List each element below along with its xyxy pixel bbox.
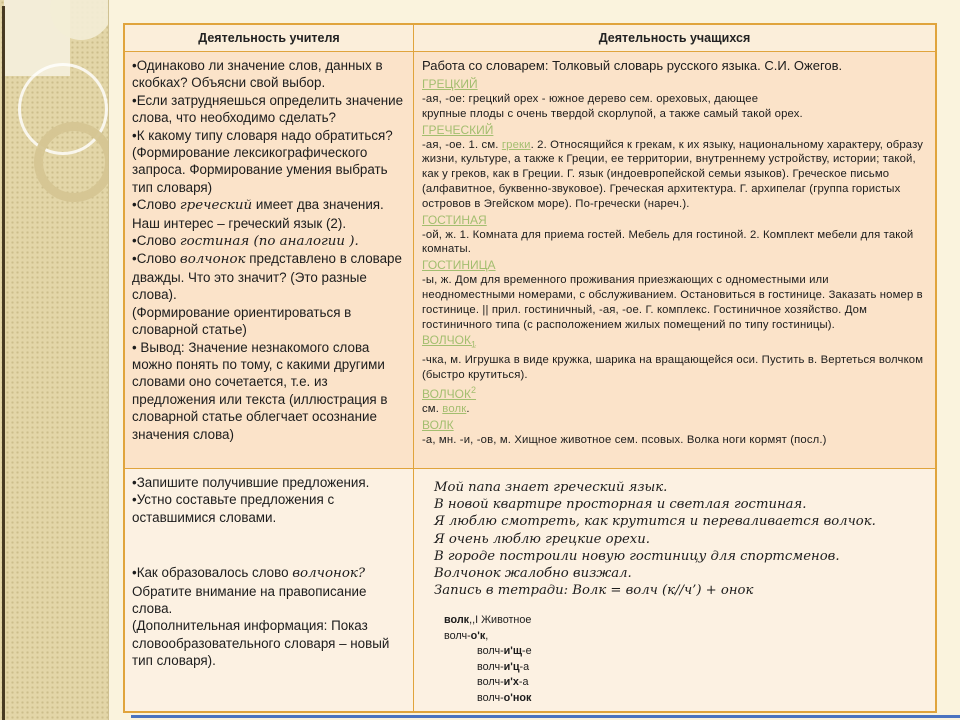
student-sentences [414, 469, 935, 706]
teacher-task: •Устно составьте предложения с оставшимися словами. [132, 492, 335, 525]
dictionary-definition: -а, мн. -и, -ов, м. Хищное животное сем. псовых. Волка ноги кормят (посл.) [422, 434, 827, 447]
word-formation-line: волч-о'нок [477, 691, 532, 704]
dictionary-term-gostinitsa [422, 257, 925, 273]
inline-dictionary-link[interactable]: волк [442, 403, 467, 416]
word-formation-tree [434, 613, 927, 706]
dictionary-term-gretsky [422, 76, 925, 92]
dictionary-definition: -ы, ж. Дом для временного проживания приезжающих с одноместными или неодноместными номерами, с обслуживанием. Остановиться в гостинице. Заказать номер в гостинице. || прил. гостиничный, -ая, -ое. Г. комплекс. Гостиничное хозяйство. Дом гостиничного типа (с расположением жилых помещений по типу гостиницы). [422, 274, 923, 331]
dictionary-definition: -чка, м. Игрушка в виде кружка, шарика на вращающейся оси. Пустить в. Вертеться волчком (быстро крутиться). [422, 353, 924, 381]
teacher-question: •К какому типу словаря надо обратиться? (Формирование лексикографического запроса. Формирование умения выбрать тип словаря) [132, 127, 393, 195]
students-column-header [414, 25, 935, 51]
dictionary-intro: Работа со словарем: Толковый словарь русского языка. С.И. Ожегов. [422, 58, 843, 73]
students-activity-cell-row1 [414, 52, 935, 468]
word-formation-line: волч-и'щ-е [477, 645, 532, 658]
dictionary-definition: -ая, -ое. 1. см. греки. 2. Относящийся к грекам, к их языку, национальному характеру, образу жизни, культуре, а также к Греции, ее территории, внутреннему устройству, истории; такой, как у греков, как в Греции. Г. язык (индоевропейской семьи языков). Греческое письмо (алфавитное, буквенно-звуковое). Греческая архитектура. Г. архипелаг (группа гористых островов в Эгейском море). По-гречески (нареч.). [422, 138, 924, 210]
decorative-circle [34, 122, 109, 202]
students-column-header-label: Деятельность учащихся [598, 31, 751, 45]
dictionary-term-volk [422, 417, 925, 433]
dictionary-link[interactable]: $ВОЛЧОК_1$ [422, 333, 477, 350]
slide-bottom-accent-line [131, 715, 960, 718]
dictionary-link[interactable]: ВОЛК [422, 418, 454, 433]
teacher-activity-cell-row2 [125, 469, 413, 711]
dictionary-link[interactable]: ВОЛЧОК$^2$ [422, 385, 477, 402]
student-sentence: Мой папа знает греческий язык. [434, 480, 668, 495]
notebook-entry: Запись в тетради: Волк = волч (к//ч’) + онок [434, 583, 754, 599]
word-formation-line: волч-и'х-а [477, 676, 529, 689]
dictionary-link[interactable]: ГРЕЦКИЙ [422, 77, 478, 91]
word-formation-line: волч-и'ц-а [477, 660, 530, 673]
dictionary-cross-reference: см. волк. [422, 403, 470, 416]
teacher-question: •Слово волчонок представлено в словаре дважды. Что это значит? (Это разные слова). [132, 251, 402, 303]
teacher-question: •Если затрудняешься определить значение слова, что необходимо сделать? [132, 92, 404, 126]
dictionary-term-gostinaya [422, 212, 925, 228]
italic-word: волчонок? [292, 566, 366, 582]
student-sentence: Я очень люблю грецкие орехи. [434, 531, 650, 547]
dictionary-link[interactable]: ГРЕЧЕСКИЙ [422, 122, 494, 137]
italic-word: греческий [179, 198, 253, 214]
dictionary-definition: крупные плоды с очень твердой скорлупой, а также самый такой орех. [422, 107, 803, 120]
homonym-index: 2 [471, 385, 477, 396]
dictionary-term-grechesky [422, 122, 925, 138]
decorative-sidebar [0, 0, 109, 720]
teacher-column-header-label: Деятельность учителя [198, 31, 340, 45]
inline-dictionary-link[interactable]: греки [501, 138, 531, 151]
dictionary-definition: -ой, ж. 1. Комната для приема гостей. Мебель для гостиной. 2. Комплект мебели для такой комнаты. [422, 228, 914, 256]
word-formation-line: волк,,I Животное [444, 614, 532, 627]
student-sentence: В новой квартире просторная и светлая гостиная. [434, 497, 807, 513]
teacher-task: •Запишите получившие предложения. [132, 475, 370, 490]
student-sentence: В городе построили новую гостиницу для спортсменов. [434, 548, 840, 564]
teacher-question: •Слово греческий имеет два значения. Наш интерес – греческий язык (2). [132, 197, 384, 231]
student-sentence: Волчонок жалобно визжал. [434, 566, 632, 582]
lesson-activity-table [123, 23, 937, 713]
teacher-column-header [125, 25, 413, 51]
teacher-note: (Формирование ориентироваться в словарной статье) [132, 304, 352, 338]
sidebar-accent-line [2, 6, 5, 720]
italic-word: волчонок [179, 252, 246, 268]
homonym-index: 1 [471, 339, 477, 350]
teacher-question: •Как образовалось слово волчонок? [132, 565, 366, 582]
dictionary-term-volchok2 [422, 382, 925, 402]
teacher-question: •Слово гостиная (по аналогии ). [132, 233, 359, 250]
student-sentence: Я люблю смотреть, как крутится и переваливается волчок. [434, 514, 876, 530]
students-activity-cell-row2 [414, 469, 935, 711]
dictionary-link[interactable]: ГОСТИНИЦА [422, 258, 496, 273]
italic-word: гостиная (по аналогии ). [179, 234, 359, 250]
teacher-question: •Одинаково ли значение слов, данных в скобках? Объясни свой выбор. [132, 58, 383, 91]
teacher-activity-cell-row1 [125, 52, 413, 468]
teacher-conclusion: • Вывод: Значение незнакомого слова можно понять по тому, с какими другими словами оно сочетается, т.е. из предложения или текста (иллюстрация в словарной статье облегчает осознание значения слова) [132, 339, 388, 442]
dictionary-definition: -ая, -ое: грецкий орех - южное дерево сем. ореховых, дающее [422, 93, 759, 105]
dictionary-term-volchok1 [422, 332, 925, 352]
word-formation-line: волч-о'к, [444, 629, 489, 642]
dictionary-link[interactable]: ГОСТИНАЯ [422, 212, 487, 227]
teacher-note: Обратите внимание на правописание слова. [132, 583, 367, 617]
teacher-note: (Дополнительная информация: Показ словообразовательного словаря – новый тип словаря). [132, 618, 390, 669]
